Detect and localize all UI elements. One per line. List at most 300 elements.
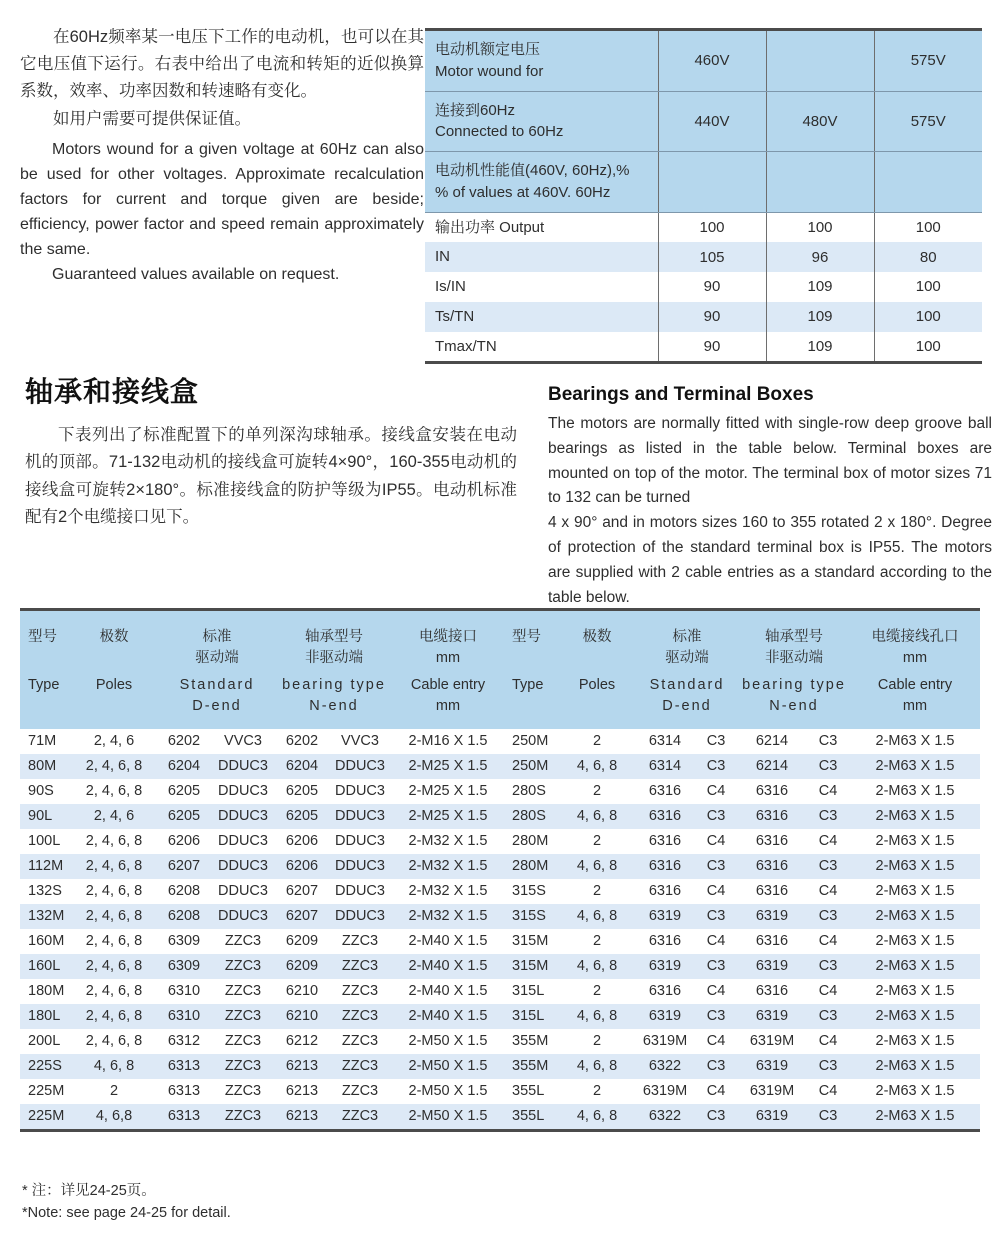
cell: C3 bbox=[818, 1008, 838, 1025]
cell bbox=[766, 30, 874, 92]
voltage-data-row bbox=[425, 242, 982, 272]
cell: 315S bbox=[512, 908, 546, 925]
voltage-data-row bbox=[425, 332, 982, 363]
cell: 355M bbox=[512, 1058, 549, 1075]
row-label: 电动机额定电压 Motor wound for bbox=[425, 30, 658, 92]
cell: ZZC3 bbox=[224, 1108, 262, 1125]
header-n-end-line2: 非驱动端 bbox=[305, 650, 363, 667]
cell: 2-M50 X 1.5 bbox=[408, 1033, 488, 1050]
cell: DDUC3 bbox=[218, 883, 268, 900]
header-cable-mm: mm bbox=[902, 650, 928, 667]
cell: C4 bbox=[818, 1033, 838, 1050]
cell: 6316 bbox=[755, 883, 789, 900]
cell: 2-M40 X 1.5 bbox=[408, 958, 488, 975]
cell: 2 bbox=[592, 1033, 602, 1050]
cell bbox=[874, 152, 982, 213]
cell: 4, 6, 8 bbox=[576, 758, 618, 775]
cell: 6319 bbox=[648, 1008, 682, 1025]
cell: 6316 bbox=[755, 933, 789, 950]
cell: C3 bbox=[818, 858, 838, 875]
cell: C3 bbox=[818, 758, 838, 775]
header-d-end-line2: 驱动端 bbox=[665, 650, 709, 667]
cell: 4, 6, 8 bbox=[576, 808, 618, 825]
cell: 2-M50 X 1.5 bbox=[408, 1058, 488, 1075]
cell: 6319 bbox=[755, 1108, 789, 1125]
cell: C4 bbox=[818, 983, 838, 1000]
header-standard-zh-right bbox=[636, 610, 738, 672]
cell: C3 bbox=[706, 908, 726, 925]
header-type-en-left: Type bbox=[20, 671, 70, 729]
cell: 100 bbox=[658, 212, 766, 242]
row-label: IN bbox=[425, 242, 658, 272]
cell: ZZC3 bbox=[341, 1008, 379, 1025]
cell: 6319M bbox=[749, 1083, 795, 1100]
cell: 6213 bbox=[285, 1083, 319, 1100]
cell bbox=[766, 152, 874, 213]
header-d-end-line2: D-end bbox=[662, 698, 712, 715]
cell: 575V bbox=[874, 91, 982, 152]
cell: 2 bbox=[592, 733, 602, 750]
cell: 2-M63 X 1.5 bbox=[875, 783, 955, 800]
header-poles-zh-right: 极数 bbox=[558, 610, 636, 672]
header-cable-line1: Cable entry bbox=[410, 677, 486, 694]
cell: 4, 6, 8 bbox=[576, 958, 618, 975]
cell: C4 bbox=[818, 783, 838, 800]
cell: ZZC3 bbox=[341, 1058, 379, 1075]
cell: DDUC3 bbox=[335, 758, 385, 775]
cell: DDUC3 bbox=[335, 883, 385, 900]
voltage-table-body bbox=[425, 30, 982, 363]
cell: DDUC3 bbox=[218, 858, 268, 875]
cell: 355M bbox=[512, 1033, 549, 1050]
cell: 6312 bbox=[167, 1033, 201, 1050]
cell: DDUC3 bbox=[335, 908, 385, 925]
cell: 80M bbox=[28, 758, 57, 775]
cell: 2, 4, 6, 8 bbox=[85, 833, 143, 850]
section-title-en: Bearings and Terminal Boxes bbox=[548, 384, 814, 405]
cell: 90 bbox=[658, 272, 766, 302]
cell: ZZC3 bbox=[341, 1108, 379, 1125]
cell: 6204 bbox=[285, 758, 319, 775]
header-standard-line1: 标准 bbox=[202, 629, 232, 645]
cell: ZZC3 bbox=[224, 1058, 262, 1075]
header-n-end-line2: 非驱动端 bbox=[765, 650, 823, 667]
cell: 2-M40 X 1.5 bbox=[408, 1008, 488, 1025]
bearing-row bbox=[20, 904, 980, 929]
cell: 2-M32 X 1.5 bbox=[408, 908, 488, 925]
cell: 6313 bbox=[167, 1108, 201, 1125]
footnote bbox=[22, 1180, 231, 1225]
cell: DDUC3 bbox=[218, 833, 268, 850]
cell: 6210 bbox=[285, 983, 319, 1000]
header-bearing-line1: bearing type bbox=[742, 677, 846, 694]
cell bbox=[658, 152, 766, 213]
header-type-zh-left: 型号 bbox=[20, 610, 70, 672]
cell: 2, 4, 6, 8 bbox=[85, 983, 143, 1000]
cell: 2-M63 X 1.5 bbox=[875, 983, 955, 1000]
cell: 6310 bbox=[167, 983, 201, 1000]
cell: 6319M bbox=[642, 1033, 688, 1050]
cell: DDUC3 bbox=[218, 808, 268, 825]
header-type-en-right: Type bbox=[504, 671, 558, 729]
header-row-chinese bbox=[20, 610, 980, 672]
voltage-data-row bbox=[425, 302, 982, 332]
cell: 280M bbox=[512, 833, 549, 850]
cell: 2 bbox=[592, 1083, 602, 1100]
header-cable-zh-right bbox=[850, 610, 980, 672]
cell: 280S bbox=[512, 808, 546, 825]
header-cable-zh-left bbox=[392, 610, 504, 672]
cell: 6314 bbox=[648, 758, 682, 775]
cell: 2-M63 X 1.5 bbox=[875, 883, 955, 900]
intro-english bbox=[20, 138, 424, 288]
cell: 6207 bbox=[285, 908, 319, 925]
cell: 355L bbox=[512, 1083, 545, 1100]
bearing-row bbox=[20, 954, 980, 979]
cell: 6310 bbox=[167, 1008, 201, 1025]
cell: VVC3 bbox=[341, 733, 379, 750]
header-poles-en-left: Poles bbox=[70, 671, 158, 729]
cell: 100L bbox=[28, 833, 61, 850]
section-body-en-1: The motors are normally fitted with single-row deep groove ball bearings as listed in the table below. Terminal boxes are mounted on top of the motor. The terminal box of motor sizes 71 to 132 can be turned bbox=[548, 415, 992, 507]
cell: 6214 bbox=[755, 733, 789, 750]
cell: 2-M32 X 1.5 bbox=[408, 858, 488, 875]
bearing-row bbox=[20, 829, 980, 854]
cell: DDUC3 bbox=[218, 758, 268, 775]
header-bearing-en-left bbox=[276, 671, 392, 729]
cell: C4 bbox=[706, 883, 726, 900]
cell: ZZC3 bbox=[341, 983, 379, 1000]
footnote-zh: * 注：详见24-25页。 bbox=[22, 1183, 156, 1199]
cell: 2 bbox=[592, 983, 602, 1000]
voltage-wound-row bbox=[425, 91, 982, 152]
cell: 6214 bbox=[755, 758, 789, 775]
cell: ZZC3 bbox=[341, 1033, 379, 1050]
cell: 180M bbox=[28, 983, 65, 1000]
voltage-wound-row bbox=[425, 152, 982, 213]
cell: 2, 4, 6, 8 bbox=[85, 1033, 143, 1050]
cell: 160M bbox=[28, 933, 65, 950]
cell: 2-M63 X 1.5 bbox=[875, 908, 955, 925]
cell: 2-M25 X 1.5 bbox=[408, 808, 488, 825]
cell: 2, 4, 6, 8 bbox=[85, 908, 143, 925]
cell: 109 bbox=[766, 332, 874, 363]
header-n-end-line2: N-end bbox=[769, 698, 819, 715]
cell: 460V bbox=[658, 30, 766, 92]
cell: DDUC3 bbox=[218, 908, 268, 925]
cell: 6208 bbox=[167, 883, 201, 900]
cell: 2-M63 X 1.5 bbox=[875, 808, 955, 825]
cell: 6202 bbox=[285, 733, 319, 750]
section-body-zh: 下表列出了标准配置下的单列深沟球轴承。接线盒安装在电动机的顶部。71-132电动机的接线盒可旋转4×90°，160-355电动机的接线盒可旋转2×180°。标准接线盒的防护等级为IP55。电动机标准配有2个电缆接口见下。 bbox=[25, 426, 517, 527]
cell: 315L bbox=[512, 983, 545, 1000]
cell: 6316 bbox=[755, 833, 789, 850]
header-bearing-line1: 轴承型号 bbox=[305, 629, 363, 645]
header-standard-line1: 标准 bbox=[672, 629, 702, 645]
cell: 6204 bbox=[167, 758, 201, 775]
cell: C4 bbox=[818, 1083, 838, 1100]
cell: 6213 bbox=[285, 1108, 319, 1125]
intro-en-paragraph: Motors wound for a given voltage at 60Hz can also be used for other voltages. Approximate recalculation factors for current and torque given are beside; efficiency, power factor and speed remain approximately the same. bbox=[20, 141, 424, 258]
cell: 250M bbox=[512, 733, 549, 750]
cell: 2-M63 X 1.5 bbox=[875, 958, 955, 975]
cell: C3 bbox=[706, 758, 726, 775]
footnote-en: *Note: see page 24-25 for detail. bbox=[22, 1205, 231, 1222]
cell: 2-M63 X 1.5 bbox=[875, 1108, 955, 1125]
cell: 2 bbox=[592, 783, 602, 800]
cell: 6316 bbox=[755, 808, 789, 825]
cell: 100 bbox=[874, 332, 982, 363]
header-cable-mm: mm bbox=[435, 698, 461, 715]
cell: 2-M25 X 1.5 bbox=[408, 758, 488, 775]
header-standard-line1: Standard bbox=[649, 677, 725, 694]
bearings-section-chinese bbox=[25, 370, 517, 532]
cell: 6213 bbox=[285, 1058, 319, 1075]
cell: 6209 bbox=[285, 933, 319, 950]
cell: 6316 bbox=[648, 933, 682, 950]
cell: 2, 4, 6 bbox=[93, 733, 135, 750]
cell: 6316 bbox=[648, 783, 682, 800]
cell: 6316 bbox=[648, 858, 682, 875]
cell: 4, 6, 8 bbox=[576, 858, 618, 875]
cell: 2 bbox=[592, 833, 602, 850]
cell: DDUC3 bbox=[335, 783, 385, 800]
cell: C4 bbox=[818, 833, 838, 850]
cell: 2-M63 X 1.5 bbox=[875, 758, 955, 775]
cell: 6316 bbox=[648, 883, 682, 900]
cell: DDUC3 bbox=[335, 858, 385, 875]
cell: 6205 bbox=[167, 783, 201, 800]
cell: ZZC3 bbox=[224, 983, 262, 1000]
cell: 6208 bbox=[167, 908, 201, 925]
header-d-end-line2: 驱动端 bbox=[195, 650, 239, 667]
cell: 2-M50 X 1.5 bbox=[408, 1083, 488, 1100]
header-bearing-zh-left bbox=[276, 610, 392, 672]
cell: 315S bbox=[512, 883, 546, 900]
cell: 109 bbox=[766, 272, 874, 302]
header-cable-en-right bbox=[850, 671, 980, 729]
header-cable-mm: mm bbox=[435, 650, 461, 667]
cell: 6319 bbox=[755, 908, 789, 925]
cell: 6205 bbox=[285, 783, 319, 800]
cell: 355L bbox=[512, 1108, 545, 1125]
cell: 180L bbox=[28, 1008, 61, 1025]
cell: 90 bbox=[658, 332, 766, 363]
cell: 71M bbox=[28, 733, 57, 750]
cell: 6319M bbox=[749, 1033, 795, 1050]
cell: 4, 6,8 bbox=[95, 1108, 133, 1125]
cell: 6205 bbox=[285, 808, 319, 825]
cell: 280S bbox=[512, 783, 546, 800]
cell: 6205 bbox=[167, 808, 201, 825]
cell: C3 bbox=[706, 1008, 726, 1025]
cell: 2-M32 X 1.5 bbox=[408, 833, 488, 850]
cell: 6316 bbox=[648, 833, 682, 850]
row-label: 电动机性能值(460V, 60Hz),% % of values at 460V. 60Hz bbox=[425, 152, 658, 213]
cell: ZZC3 bbox=[224, 933, 262, 950]
cell: C3 bbox=[818, 1108, 838, 1125]
cell: 200L bbox=[28, 1033, 61, 1050]
cell: 2-M63 X 1.5 bbox=[875, 833, 955, 850]
row-label: 连接到60Hz Connected to 60Hz bbox=[425, 91, 658, 152]
cell: 80 bbox=[874, 242, 982, 272]
header-poles-zh-left: 极数 bbox=[70, 610, 158, 672]
cell: C3 bbox=[818, 733, 838, 750]
header-poles-en-right: Poles bbox=[558, 671, 636, 729]
cell: 112M bbox=[28, 858, 64, 875]
cell: DDUC3 bbox=[335, 833, 385, 850]
header-bearing-line1: 轴承型号 bbox=[765, 629, 823, 645]
bearing-row bbox=[20, 1054, 980, 1079]
cell: C3 bbox=[818, 808, 838, 825]
cell: C3 bbox=[706, 1058, 726, 1075]
bearing-row bbox=[20, 1029, 980, 1054]
cell: 2, 4, 6, 8 bbox=[85, 883, 143, 900]
section-title-zh: 轴承和接线盒 bbox=[25, 376, 200, 407]
cell: 6322 bbox=[648, 1108, 682, 1125]
intro-zh-note: 如用户需要可提供保证值。 bbox=[53, 109, 251, 128]
cell: 2-M32 X 1.5 bbox=[408, 883, 488, 900]
cell: 4, 6, 8 bbox=[576, 908, 618, 925]
cell: 6313 bbox=[167, 1083, 201, 1100]
bearing-row bbox=[20, 1079, 980, 1104]
bearing-row bbox=[20, 729, 980, 754]
intro-en-note: Guaranteed values available on request. bbox=[52, 265, 340, 283]
cell: 315M bbox=[512, 958, 549, 975]
cell: C3 bbox=[706, 808, 726, 825]
cell: 6314 bbox=[648, 733, 682, 750]
cell: 2-M16 X 1.5 bbox=[408, 733, 488, 750]
row-label: Is/IN bbox=[435, 278, 466, 295]
cell: 100 bbox=[874, 272, 982, 302]
cell: 2-M50 X 1.5 bbox=[408, 1108, 488, 1125]
cell: 6319 bbox=[648, 908, 682, 925]
cell: 6319 bbox=[755, 1008, 789, 1025]
cell: 4, 6, 8 bbox=[93, 1058, 135, 1075]
bearing-table bbox=[20, 608, 980, 1132]
cell: C4 bbox=[706, 833, 726, 850]
cell: 160L bbox=[28, 958, 61, 975]
header-type-zh-right: 型号 bbox=[504, 610, 558, 672]
cell: 2-M63 X 1.5 bbox=[875, 1008, 955, 1025]
bearing-row bbox=[20, 879, 980, 904]
bearing-table-body bbox=[20, 729, 980, 1131]
cell: 6209 bbox=[285, 958, 319, 975]
cell: 4, 6, 8 bbox=[576, 1008, 618, 1025]
cell: 2 bbox=[592, 883, 602, 900]
cell: 6316 bbox=[755, 858, 789, 875]
voltage-conversion-table bbox=[425, 28, 982, 364]
cell: C4 bbox=[706, 1083, 726, 1100]
cell: 440V bbox=[658, 91, 766, 152]
cell: 105 bbox=[658, 242, 766, 272]
cell: C4 bbox=[706, 1033, 726, 1050]
cell: 132S bbox=[28, 883, 62, 900]
cell: 280M bbox=[512, 858, 549, 875]
cell: C3 bbox=[818, 958, 838, 975]
cell: 6206 bbox=[167, 833, 201, 850]
cell: C3 bbox=[818, 908, 838, 925]
cell: 2-M63 X 1.5 bbox=[875, 1083, 955, 1100]
cell: 6322 bbox=[648, 1058, 682, 1075]
cell: 90L bbox=[28, 808, 53, 825]
cell: ZZC3 bbox=[224, 1083, 262, 1100]
header-standard-zh-left bbox=[158, 610, 276, 672]
header-cable-line1: Cable entry bbox=[877, 677, 953, 694]
bearing-row bbox=[20, 1004, 980, 1029]
cell: DDUC3 bbox=[335, 808, 385, 825]
cell: 6206 bbox=[285, 833, 319, 850]
section-body-en-2: 4 x 90° and in motors sizes 160 to 355 rotated 2 x 180°. Degree of protection of the standard terminal box is IP55. The motors are supplied with 2 cable entries as a standard according to the table below. bbox=[548, 514, 992, 606]
cell: 6313 bbox=[167, 1058, 201, 1075]
intro-chinese bbox=[20, 24, 424, 133]
cell: 2, 4, 6, 8 bbox=[85, 858, 143, 875]
cell: VVC3 bbox=[224, 733, 262, 750]
cell: ZZC3 bbox=[341, 958, 379, 975]
voltage-data-row bbox=[425, 212, 982, 242]
cell: C4 bbox=[818, 883, 838, 900]
header-standard-line1: Standard bbox=[179, 677, 255, 694]
cell: 90 bbox=[658, 302, 766, 332]
cell: 6316 bbox=[755, 783, 789, 800]
cell: 6309 bbox=[167, 958, 201, 975]
cell: 6207 bbox=[167, 858, 201, 875]
cell: 6316 bbox=[755, 983, 789, 1000]
cell: 575V bbox=[874, 30, 982, 92]
cell: 6202 bbox=[167, 733, 201, 750]
cell: 315M bbox=[512, 933, 549, 950]
cell: 100 bbox=[874, 212, 982, 242]
cell: C3 bbox=[706, 1108, 726, 1125]
cell: 6319 bbox=[755, 958, 789, 975]
cell: 2, 4, 6, 8 bbox=[85, 758, 143, 775]
cell: 90S bbox=[28, 783, 54, 800]
header-cable-mm: mm bbox=[902, 698, 928, 715]
cell: 6319 bbox=[648, 958, 682, 975]
cell: C4 bbox=[706, 983, 726, 1000]
header-d-end-line2: D-end bbox=[192, 698, 242, 715]
bearing-row bbox=[20, 854, 980, 879]
cell: C3 bbox=[706, 733, 726, 750]
cell: 96 bbox=[766, 242, 874, 272]
cell: 225M bbox=[28, 1083, 65, 1100]
cell: 2-M63 X 1.5 bbox=[875, 1033, 955, 1050]
cell: 109 bbox=[766, 302, 874, 332]
cell: 2-M25 X 1.5 bbox=[408, 783, 488, 800]
cell: 2, 4, 6 bbox=[93, 808, 135, 825]
cell: 6319M bbox=[642, 1083, 688, 1100]
cell: 480V bbox=[766, 91, 874, 152]
cell: ZZC3 bbox=[224, 1033, 262, 1050]
row-label: 输出功率 Output bbox=[435, 218, 545, 236]
header-cable-line1: 电缆接线孔口 bbox=[871, 629, 959, 645]
cell: 132M bbox=[28, 908, 65, 925]
cell: 6316 bbox=[648, 983, 682, 1000]
cell: 2 bbox=[592, 933, 602, 950]
cell: 6210 bbox=[285, 1008, 319, 1025]
cell: C3 bbox=[706, 958, 726, 975]
cell: C4 bbox=[706, 783, 726, 800]
bearing-row bbox=[20, 929, 980, 954]
cell: C4 bbox=[706, 933, 726, 950]
header-cable-en-left bbox=[392, 671, 504, 729]
cell: ZZC3 bbox=[224, 1008, 262, 1025]
cell: 2-M63 X 1.5 bbox=[875, 858, 955, 875]
header-standard-en-right bbox=[636, 671, 738, 729]
bearings-section-english bbox=[548, 384, 992, 610]
header-standard-en-left bbox=[158, 671, 276, 729]
cell: 6309 bbox=[167, 933, 201, 950]
